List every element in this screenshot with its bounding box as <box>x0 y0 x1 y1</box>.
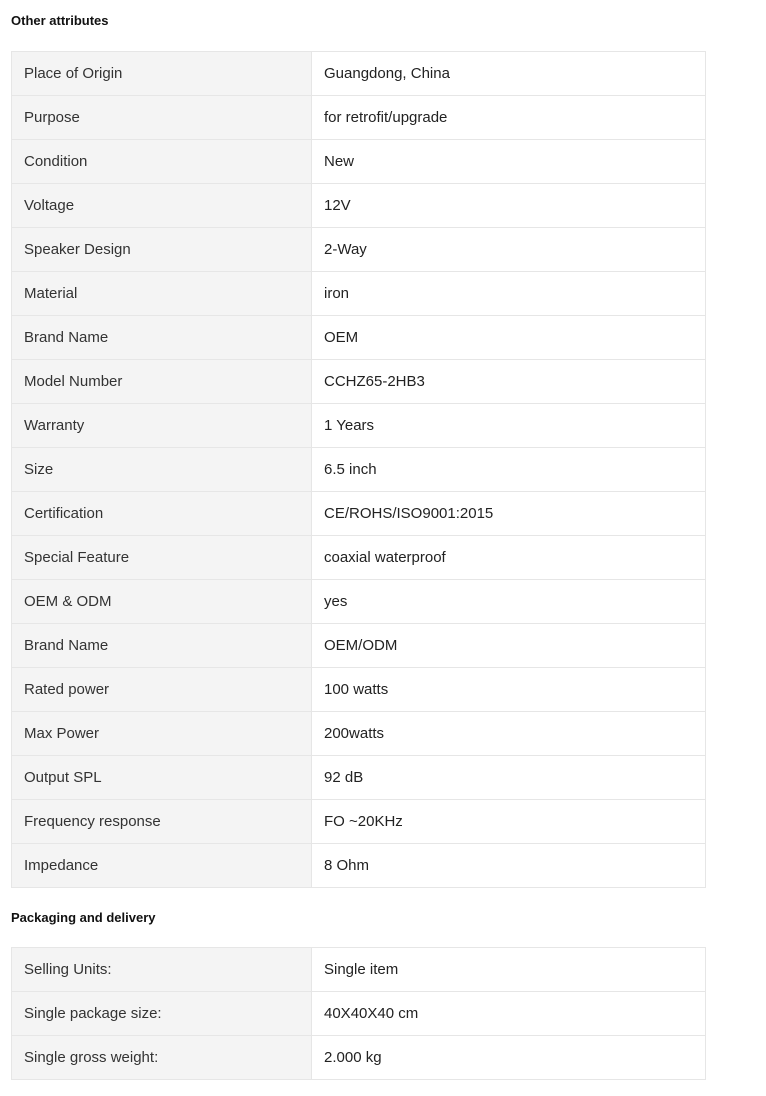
attribute-value: 6.5 inch <box>312 448 706 492</box>
attribute-value: for retrofit/upgrade <box>312 96 706 140</box>
attribute-value: FO ~20KHz <box>312 800 706 844</box>
table-row <box>12 624 706 668</box>
attribute-value: iron <box>312 272 706 316</box>
attribute-key: Model Number <box>12 360 312 404</box>
attribute-value: 8 Ohm <box>312 844 706 888</box>
table-row <box>12 992 706 1036</box>
attribute-key: Max Power <box>12 712 312 756</box>
table-row <box>12 272 706 316</box>
table-row <box>12 360 706 404</box>
attribute-key: Speaker Design <box>12 228 312 272</box>
attribute-key: Impedance <box>12 844 312 888</box>
attribute-key: Place of Origin <box>12 52 312 96</box>
table-row <box>12 580 706 624</box>
table-row <box>12 316 706 360</box>
attribute-value: OEM <box>312 316 706 360</box>
attribute-key: Single gross weight: <box>12 1036 312 1080</box>
attribute-value: 92 dB <box>312 756 706 800</box>
table-row <box>12 404 706 448</box>
attribute-value: New <box>312 140 706 184</box>
table-row <box>12 184 706 228</box>
attribute-value: coaxial waterproof <box>312 536 706 580</box>
attribute-value: OEM/ODM <box>312 624 706 668</box>
table-row <box>12 140 706 184</box>
attribute-value: Single item <box>312 948 706 992</box>
packaging-delivery-title: Packaging and delivery <box>11 910 156 925</box>
table-row <box>12 96 706 140</box>
attribute-key: Voltage <box>12 184 312 228</box>
attribute-value: 1 Years <box>312 404 706 448</box>
attribute-value: CE/ROHS/ISO9001:2015 <box>312 492 706 536</box>
attribute-key: Purpose <box>12 96 312 140</box>
attribute-key: Selling Units: <box>12 948 312 992</box>
attribute-key: Output SPL <box>12 756 312 800</box>
attribute-key: Single package size: <box>12 992 312 1036</box>
attribute-value: yes <box>312 580 706 624</box>
attribute-key: Condition <box>12 140 312 184</box>
table-row <box>12 756 706 800</box>
attribute-value: 12V <box>312 184 706 228</box>
other-attributes-body <box>12 52 706 888</box>
other-attributes-title: Other attributes <box>11 13 109 28</box>
attribute-key: Certification <box>12 492 312 536</box>
table-row <box>12 52 706 96</box>
table-row <box>12 712 706 756</box>
attribute-key: Rated power <box>12 668 312 712</box>
attribute-key: Brand Name <box>12 316 312 360</box>
attribute-value: Guangdong, China <box>312 52 706 96</box>
table-row <box>12 536 706 580</box>
table-row <box>12 448 706 492</box>
attribute-value: 200watts <box>312 712 706 756</box>
attribute-key: Size <box>12 448 312 492</box>
attribute-value: CCHZ65-2HB3 <box>312 360 706 404</box>
attribute-key: Brand Name <box>12 624 312 668</box>
table-row <box>12 668 706 712</box>
attribute-value: 100 watts <box>312 668 706 712</box>
table-row <box>12 1036 706 1080</box>
attribute-value: 2-Way <box>312 228 706 272</box>
packaging-delivery-body <box>12 948 706 1080</box>
attribute-key: Warranty <box>12 404 312 448</box>
attribute-value: 40X40X40 cm <box>312 992 706 1036</box>
attribute-value: 2.000 kg <box>312 1036 706 1080</box>
attribute-key: Material <box>12 272 312 316</box>
table-row <box>12 844 706 888</box>
attribute-key: OEM & ODM <box>12 580 312 624</box>
table-row <box>12 948 706 992</box>
packaging-delivery-table <box>11 947 706 1080</box>
attribute-key: Frequency response <box>12 800 312 844</box>
attribute-key: Special Feature <box>12 536 312 580</box>
table-row <box>12 800 706 844</box>
table-row <box>12 492 706 536</box>
table-row <box>12 228 706 272</box>
other-attributes-table <box>11 51 706 888</box>
